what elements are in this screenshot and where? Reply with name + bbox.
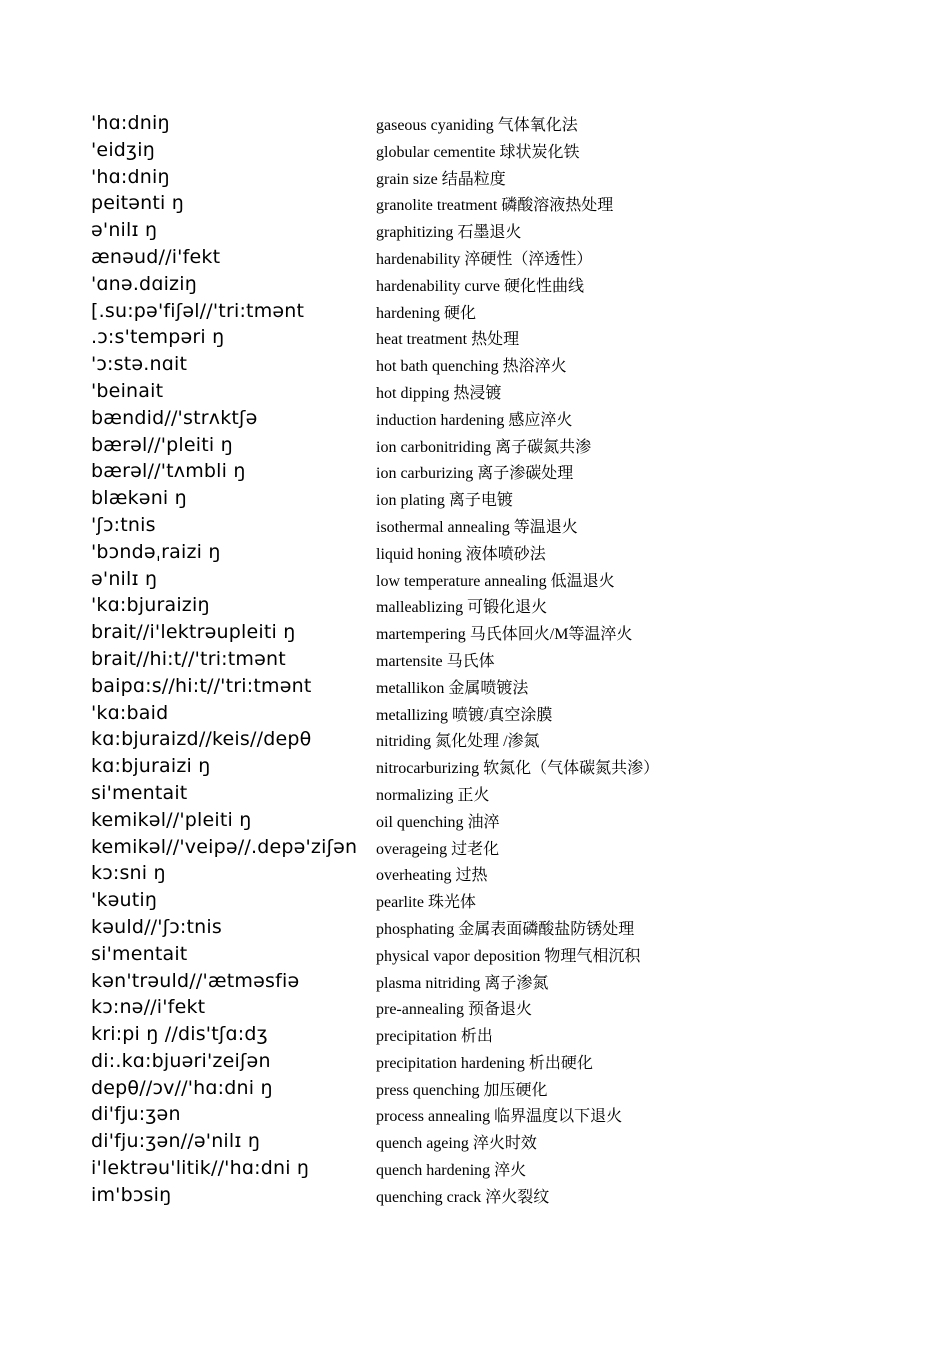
pronunciation-entry: si'mentait xyxy=(91,942,188,965)
pronunciation-entry: kemikəl//'veipə//.depə'ziʃən xyxy=(91,835,358,858)
pronunciation-entry: kɔ:nə//i'fekt xyxy=(91,996,206,1019)
term-entry: quench ageing 淬火时效 xyxy=(376,1135,537,1153)
term-entry: heat treatment 热处理 xyxy=(376,331,520,349)
pronunciation-column xyxy=(91,110,371,1209)
term-entry: induction hardening 感应淬火 xyxy=(376,411,573,429)
term-entry: phosphating 金属表面磷酸盐防锈处理 xyxy=(376,920,635,938)
pronunciation-entry: baipɑ:s//hi:t//'tri:tmənt xyxy=(91,674,312,697)
term-entry: pre-annealing 预备退火 xyxy=(376,1001,532,1019)
pronunciation-entry: brait//i'lektrəupleiti ŋ xyxy=(91,621,296,644)
term-entry: nitriding 氮化处理 /渗氮 xyxy=(376,733,540,751)
pronunciation-entry: di:.kɑ:bjuəri'zeiʃən xyxy=(91,1049,271,1072)
term-entry: physical vapor deposition 物理气相沉积 xyxy=(376,947,641,965)
pronunciation-entry: 'kəutiŋ xyxy=(91,889,158,912)
term-entry: gaseous cyaniding 气体氧化法 xyxy=(376,117,578,134)
term-entry: malleablizing 可锻化退火 xyxy=(376,599,548,617)
pronunciation-entry: [.su:pə'fiʃəl//'tri:tmənt xyxy=(91,299,305,322)
pronunciation-entry: 'ɔ:stə.nɑit xyxy=(91,353,188,376)
pronunciation-entry: kɑ:bjuraizd//keis//depθ xyxy=(91,728,312,751)
term-entry: globular cementite 球状炭化铁 xyxy=(376,143,580,161)
pronunciation-entry: 'ʃɔ:tnis xyxy=(91,513,156,536)
pronunciation-entry: ə'nilɪ ŋ xyxy=(91,567,158,590)
term-entry: nitrocarburizing 软氮化（气体碳氮共渗） xyxy=(376,760,660,778)
term-entry: normalizing 正火 xyxy=(376,786,490,804)
pronunciation-entry: 'bɔndəˌraizi ŋ xyxy=(91,540,221,563)
term-entry: hardenability 淬硬性（淬透性） xyxy=(376,250,593,268)
pronunciation-entry: kɑ:bjuraizi ŋ xyxy=(91,755,211,778)
pronunciation-entry: 'eidʒiŋ xyxy=(91,138,155,161)
term-entry: isothermal annealing 等温退火 xyxy=(376,518,578,536)
pronunciation-entry: 'kɑ:bjuraiziŋ xyxy=(91,594,210,617)
term-entry: ion carburizing 离子渗碳处理 xyxy=(376,465,574,483)
pronunciation-entry: 'hɑ:dniŋ xyxy=(91,165,170,188)
pronunciation-entry: brait//hi:t//'tri:tmənt xyxy=(91,647,286,670)
pronunciation-entry: .ɔ:s'tempəri ŋ xyxy=(91,326,225,349)
pronunciation-entry: bændid//'strʌktʃə xyxy=(91,406,258,429)
term-entry: plasma nitriding 离子渗氮 xyxy=(376,974,549,992)
term-entry: press quenching 加压硬化 xyxy=(376,1081,548,1099)
term-entry: graphitizing 石墨退火 xyxy=(376,224,522,242)
pronunciation-entry: di'fju:ʒən//ə'nilɪ ŋ xyxy=(91,1130,261,1153)
term-entry: low temperature annealing 低温退火 xyxy=(376,572,615,590)
pronunciation-entry: bærəl//'pleiti ŋ xyxy=(91,433,233,456)
term-entry: ion plating 离子电镀 xyxy=(376,492,513,510)
pronunciation-entry: kemikəl//'pleiti ŋ xyxy=(91,808,252,831)
term-entry: hardenability curve 硬化性曲线 xyxy=(376,277,584,295)
term-entry: hot bath quenching 热浴淬火 xyxy=(376,358,567,376)
pronunciation-entry: di'fju:ʒən xyxy=(91,1103,181,1126)
pronunciation-entry: i'lektrəu'litik//'hɑ:dni ŋ xyxy=(91,1157,310,1180)
term-entry: hot dipping 热浸镀 xyxy=(376,384,502,402)
term-entry: quench hardening 淬火 xyxy=(376,1162,527,1180)
pronunciation-entry: im'bɔsiŋ xyxy=(91,1183,172,1206)
term-entry: liquid honing 液体喷砂法 xyxy=(376,545,546,563)
term-entry: grain size 结晶粒度 xyxy=(376,170,506,188)
term-entry: overheating 过热 xyxy=(376,867,488,885)
pronunciation-entry: blækəni ŋ xyxy=(91,487,187,510)
pronunciation-entry: ə'nilɪ ŋ xyxy=(91,219,158,242)
pronunciation-entry: 'beinait xyxy=(91,379,164,402)
term-column xyxy=(376,113,936,1212)
term-entry: precipitation hardening 析出硬化 xyxy=(376,1054,593,1072)
pronunciation-entry: si'mentait xyxy=(91,781,188,804)
term-entry: martempering 马氏体回火/M等温淬火 xyxy=(376,626,633,644)
pronunciation-entry: 'hɑ:dniŋ xyxy=(91,112,170,134)
pronunciation-entry: ænəud//i'fekt xyxy=(91,245,221,268)
term-entry: granolite treatment 磷酸溶液热处理 xyxy=(376,197,614,215)
pronunciation-entry: kɔ:sni ŋ xyxy=(91,862,166,885)
term-entry: quenching crack 淬火裂纹 xyxy=(376,1188,550,1206)
pronunciation-entry: depθ//ɔv//'hɑ:dni ŋ xyxy=(91,1076,273,1099)
term-entry: ion carbonitriding 离子碳氮共渗 xyxy=(376,438,592,456)
term-entry: hardening 硬化 xyxy=(376,304,476,322)
term-entry: oil quenching 油淬 xyxy=(376,813,500,831)
pronunciation-entry: 'kɑ:baid xyxy=(91,701,169,724)
pronunciation-entry: bærəl//'tʌmbli ŋ xyxy=(91,460,246,483)
term-entry: martensite 马氏体 xyxy=(376,652,495,670)
pronunciation-entry: kən'trəuld//'ætməsfiə xyxy=(91,969,300,992)
term-entry: precipitation 析出 xyxy=(376,1028,493,1046)
term-entry: process annealing 临界温度以下退火 xyxy=(376,1108,623,1126)
term-entry: metallizing 喷镀/真空涂膜 xyxy=(376,706,553,724)
pronunciation-entry: kəuld//'ʃɔ:tnis xyxy=(91,915,222,938)
pronunciation-entry: kri:pi ŋ //dis'tʃɑ:dʒ xyxy=(91,1023,268,1046)
term-entry: metallikon 金属喷镀法 xyxy=(376,679,529,697)
term-entry: overageing 过老化 xyxy=(376,840,500,858)
term-entry: pearlite 珠光体 xyxy=(376,894,476,912)
pronunciation-entry: 'ɑnə.dɑiziŋ xyxy=(91,272,197,295)
pronunciation-entry: peitənti ŋ xyxy=(91,192,185,215)
